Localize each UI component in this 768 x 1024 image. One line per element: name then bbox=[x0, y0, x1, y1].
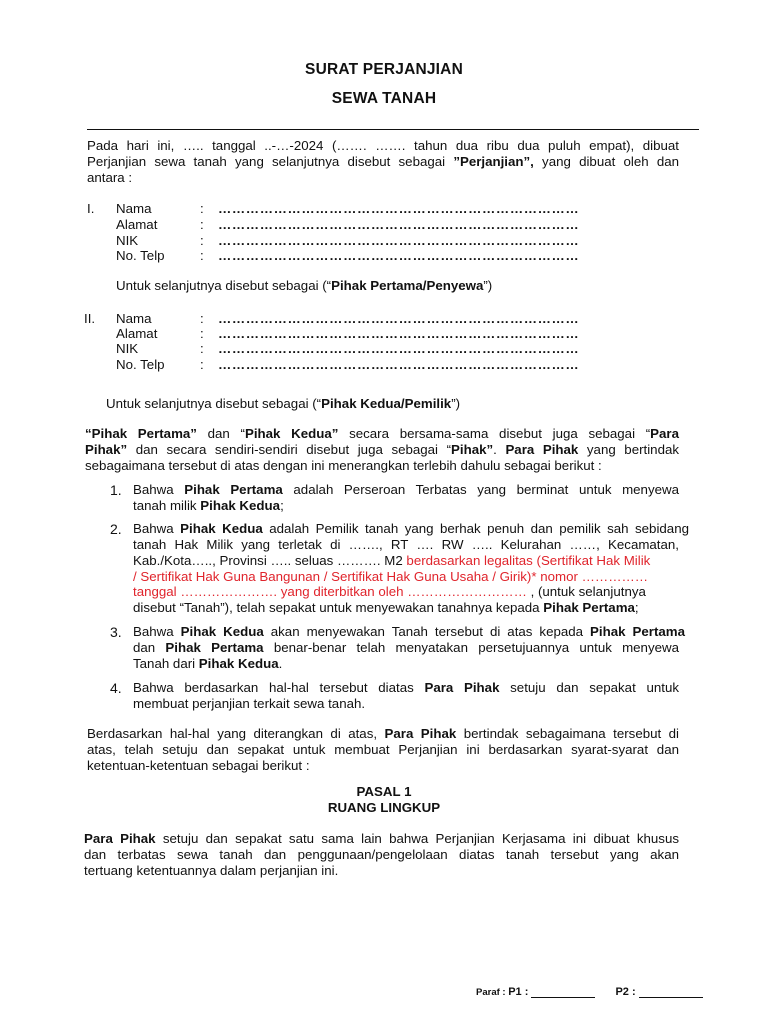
pasal-1-line-2: dan terbatas sewa tanah dan penggunaan/pengelolaan diatas tanah tersebut yang akan bbox=[84, 847, 679, 862]
intro-line-3: antara : bbox=[87, 170, 133, 185]
party1-colon-phone: : bbox=[200, 248, 204, 263]
paraf-label: Paraf : bbox=[476, 987, 509, 998]
pasal-1-line-1: Para Pihak setuju dan sepakat satu sama lain bahwa Perjanjian Kerjasama ini dibuat khusus bbox=[84, 831, 679, 846]
point-2-number: 2. bbox=[110, 521, 122, 537]
point-1-number: 1. bbox=[110, 482, 122, 498]
party2-label-nik: NIK bbox=[116, 341, 139, 356]
pasal-1-subheading: RUANG LINGKUP bbox=[327, 800, 441, 815]
point-2-line-2: tanah Hak Milik yang terletak di ……., RT …. RW ….. Kelurahan ……, Kecamatan, bbox=[133, 537, 679, 552]
party1-label-nik: NIK bbox=[116, 233, 139, 248]
party2-colon-name: : bbox=[200, 311, 204, 326]
pasal-1-heading: PASAL 1 bbox=[356, 784, 412, 799]
point-2-line-6: disebut “Tanah”), telah sepakat untuk menyewakan tanahnya kepada Pihak Pertama; bbox=[133, 600, 639, 615]
party1-colon-nik: : bbox=[200, 233, 204, 248]
party2-colon-phone: : bbox=[200, 357, 204, 372]
party2-number: II. bbox=[84, 311, 96, 326]
document-subtitle: SEWA TANAH bbox=[331, 90, 437, 107]
party1-blank-address: …………………………………………………………………… bbox=[218, 217, 580, 232]
party1-colon-address: : bbox=[200, 217, 204, 232]
party1-number: I. bbox=[87, 201, 95, 216]
intro-line-2: Perjanjian sewa tanah yang selanjutnya disebut sebagai ”Perjanjian”, yang dibuat oleh dan bbox=[87, 154, 679, 169]
party2-colon-nik: : bbox=[200, 341, 204, 356]
point-2-line-1: Bahwa Pihak Kedua adalah Pemilik tanah yang berhak penuh dan pemilik sah sebidang bbox=[133, 521, 689, 536]
point-1-line-2: tanah milik Pihak Kedua; bbox=[133, 498, 284, 513]
paraf-p2-line bbox=[639, 988, 703, 998]
joint-line-3: sebagaimana tersebut di atas dengan ini menerangkan terlebih dahulu sebagai berikut : bbox=[85, 458, 602, 473]
point-4-line-2: membuat perjanjian terkait sewa tanah. bbox=[133, 696, 366, 711]
point-3-line-1: Bahwa Pihak Kedua akan menyewakan Tanah tersebut di atas kepada Pihak Pertama bbox=[133, 624, 685, 639]
point-4-line-1: Bahwa berdasarkan hal-hal tersebut diatas Para Pihak setuju dan sepakat untuk bbox=[133, 680, 679, 695]
point-4-number: 4. bbox=[110, 680, 122, 696]
basis-line-1: Berdasarkan hal-hal yang diterangkan di atas, Para Pihak bertindak sebagaimana tersebut di bbox=[87, 726, 679, 741]
joint-line-1: “Pihak Pertama” dan “Pihak Kedua” secara bersama-sama disebut juga sebagai “Para bbox=[85, 426, 679, 441]
party1-label-address: Alamat bbox=[116, 217, 158, 232]
party1-blank-phone: …………………………………………………………………… bbox=[218, 248, 580, 263]
party1-designation: Untuk selanjutnya disebut sebagai (“Pihak Pertama/Penyewa”) bbox=[116, 278, 493, 293]
party2-label-phone: No. Telp bbox=[116, 357, 165, 372]
party1-blank-name: …………………………………………………………………… bbox=[218, 201, 580, 216]
party2-label-address: Alamat bbox=[116, 326, 158, 341]
point-2-line-5: tanggal …………………. yang diterbitkan oleh ……………………… , (untuk selanjutnya bbox=[133, 584, 646, 599]
party2-designation: Untuk selanjutnya disebut sebagai (“Pihak Kedua/Pemilik”) bbox=[106, 396, 461, 411]
party2-blank-phone: …………………………………………………………………… bbox=[218, 357, 580, 372]
point-1-line-1: Bahwa Pihak Pertama adalah Perseroan Terbatas yang berminat untuk menyewa bbox=[133, 482, 679, 497]
party2-blank-nik: …………………………………………………………………… bbox=[218, 341, 580, 356]
party1-blank-nik: …………………………………………………………………… bbox=[218, 233, 580, 248]
point-3-number: 3. bbox=[110, 624, 122, 640]
party1-colon-name: : bbox=[200, 201, 204, 216]
intro-line-1: Pada hari ini, ….. tanggal ..-…-2024 (……. ……. tahun dua ribu dua puluh empat), dibuat bbox=[87, 138, 679, 153]
party2-blank-name: …………………………………………………………………… bbox=[218, 311, 580, 326]
party1-label-name: Nama bbox=[116, 201, 152, 216]
pasal-1-line-3: tertuang ketentuannya dalam perjanjian ini. bbox=[84, 863, 339, 878]
basis-line-2: atas, telah setuju dan sepakat untuk membuat Perjanjian ini berdasarkan syarat-syarat dan bbox=[87, 742, 679, 757]
point-2-line-3: Kab./Kota….., Provinsi ….. seluas ………. M2 berdasarkan legalitas (Sertifikat Hak Milik bbox=[133, 553, 651, 568]
title-divider bbox=[87, 129, 699, 130]
point-2-line-4: / Sertifikat Hak Guna Bangunan / Sertifikat Hak Guna Usaha / Girik)* nomor …………… bbox=[133, 569, 649, 584]
joint-line-2: Pihak” dan secara sendiri-sendiri disebut juga sebagai “Pihak”. Para Pihak yang bertindak bbox=[85, 442, 680, 457]
party1-label-phone: No. Telp bbox=[116, 248, 165, 263]
point-3-line-3: Tanah dari Pihak Kedua. bbox=[133, 656, 283, 671]
point-3-line-2: dan Pihak Pertama benar-benar telah menyatakan persetujuannya untuk menyewa bbox=[133, 640, 679, 655]
document-title: SURAT PERJANJIAN bbox=[305, 61, 463, 78]
party2-blank-address: …………………………………………………………………… bbox=[218, 326, 580, 341]
paraf-footer bbox=[476, 986, 703, 998]
paraf-p1-line bbox=[531, 988, 595, 998]
paraf-p1-label: P1 : bbox=[508, 986, 532, 998]
paraf-p2-label: P2 : bbox=[615, 986, 639, 998]
party2-label-name: Nama bbox=[116, 311, 152, 326]
party2-colon-address: : bbox=[200, 326, 204, 341]
basis-line-3: ketentuan-ketentuan sebagai berikut : bbox=[87, 758, 310, 773]
